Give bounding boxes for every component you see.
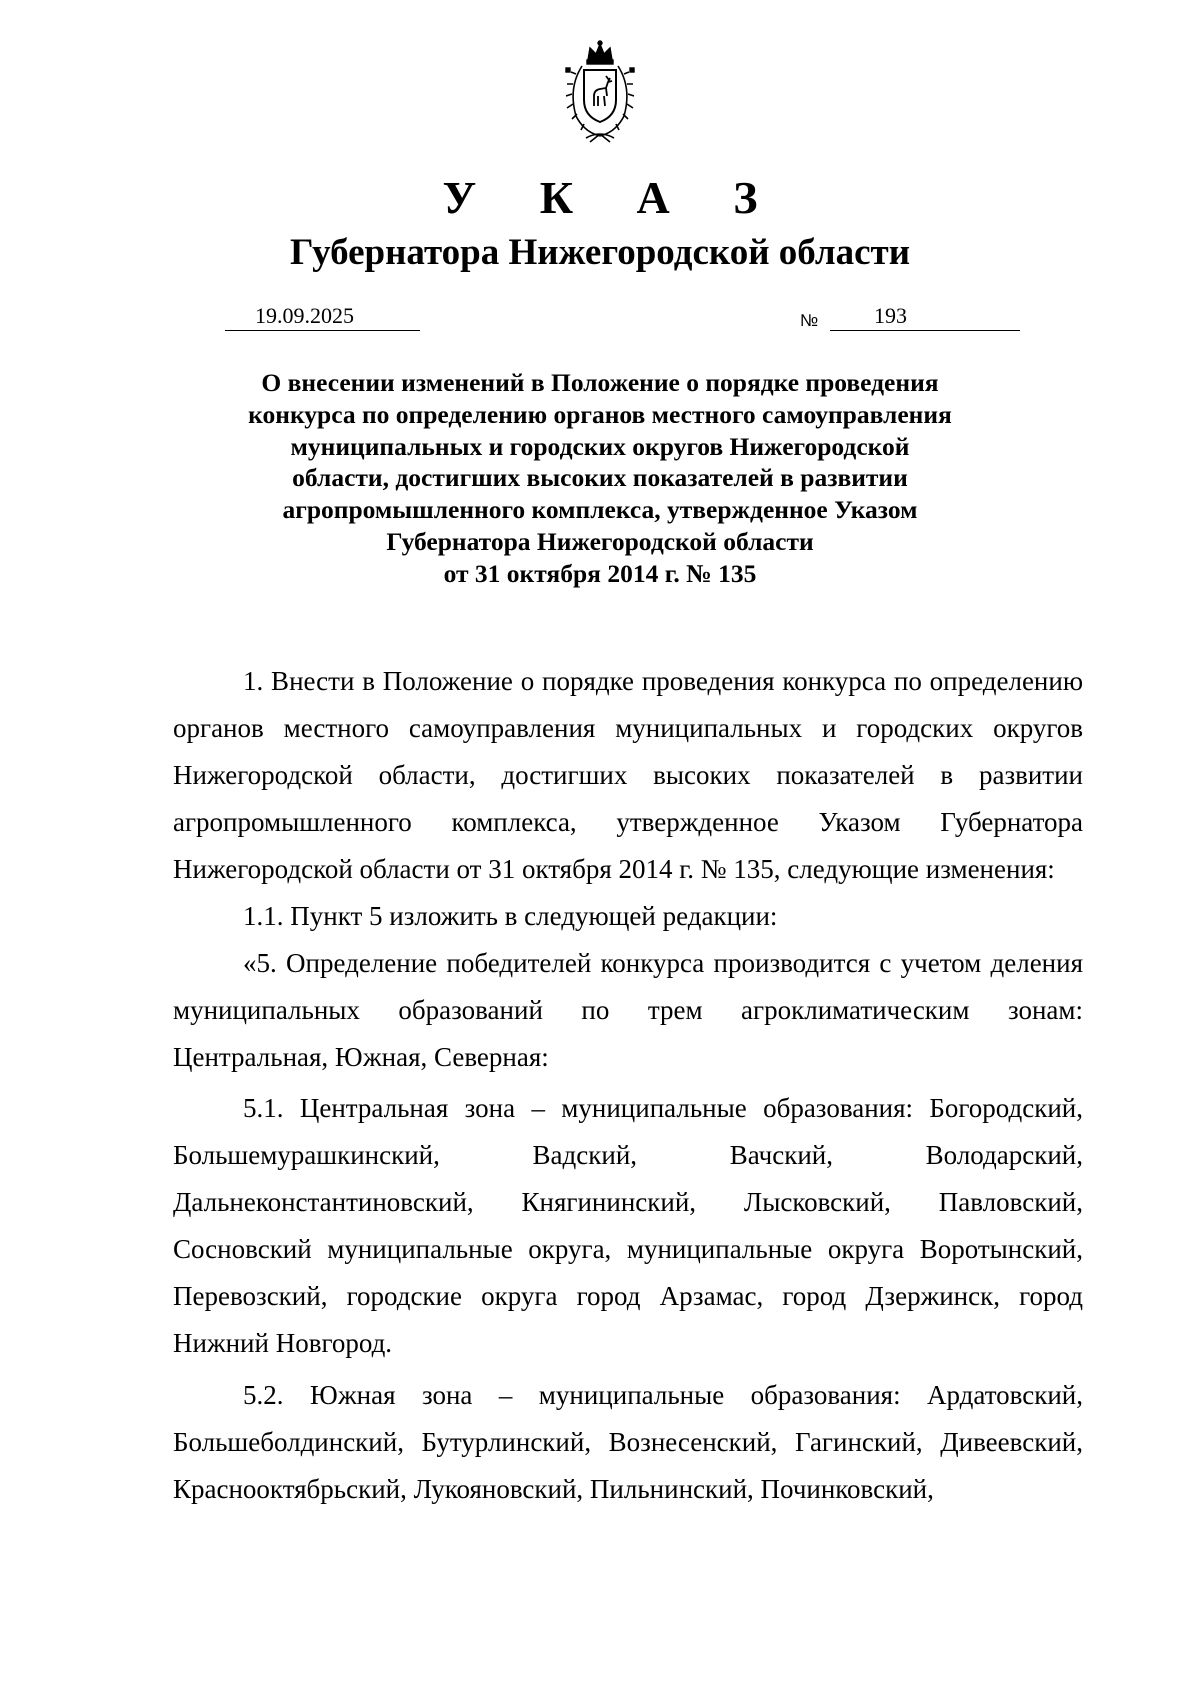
document-subject bbox=[200, 367, 1000, 590]
document-number-field bbox=[830, 302, 1020, 331]
subject-line: агропромышленного комплекса, утвержденное Указом bbox=[282, 495, 918, 525]
subject-line: области, достигших высоких показателей в развитии bbox=[292, 463, 908, 493]
document-type-title: У К А З bbox=[442, 172, 784, 223]
issuer-title: Губернатора Нижегородской области bbox=[289, 232, 911, 273]
number-label: № bbox=[800, 311, 819, 330]
paragraph-1: 1. Внести в Положение о порядке проведения конкурса по определению органов местного самоуправления муниципальных и городских округов Нижегородской области, достигших высоких показателей в развитии агропромышленного комплекса, утвержденное Указом Губернатора Нижегородской области от 31 октября 2014 г. № 135, следующие изменения: bbox=[173, 666, 1083, 884]
document-number: 193 bbox=[874, 303, 907, 328]
coat-of-arms-icon bbox=[560, 38, 640, 148]
document-body bbox=[173, 658, 1083, 1513]
paragraph-5-2: 5.2. Южная зона – муниципальные образования: Ардатовский, Большеболдинский, Бутурлинский, Вознесенский, Гагинский, Дивеевский, Краснооктябрьский, Лукояновский, Пильнинский, Починковский, bbox=[173, 1380, 1083, 1504]
paragraph-5: «5. Определение победителей конкурса производится с учетом деления муниципальных образований по трем агроклиматическим зонам: Центральная, Южная, Северная: bbox=[173, 948, 1083, 1072]
subject-line: от 31 октября 2014 г. № 135 bbox=[443, 558, 757, 588]
subject-line: О внесении изменений в Положение о порядке проведения bbox=[261, 368, 939, 397]
subject-line: Губернатора Нижегородской области bbox=[386, 526, 814, 556]
document-date-field bbox=[225, 302, 420, 331]
subject-line: муниципальных и городских округов Нижегородской bbox=[290, 431, 910, 461]
subject-line: конкурса по определению органов местного самоуправления bbox=[248, 399, 952, 429]
paragraph-1-1: 1.1. Пункт 5 изложить в следующей редакции: bbox=[243, 901, 778, 931]
paragraph-5-1: 5.1. Центральная зона – муниципальные образования: Богородский, Большемурашкинский, Вадский, Вачский, Володарский, Дальнеконстантиновский, Княгининский, Лысковский, Павловский, Сосновский муниципальные округа, муниципальные округа Воротынский, Перевозский, городские округа город Арзамас, город Дзержинск, город Нижний Новгород. bbox=[173, 1093, 1083, 1358]
document-date: 19.09.2025 bbox=[255, 303, 354, 328]
